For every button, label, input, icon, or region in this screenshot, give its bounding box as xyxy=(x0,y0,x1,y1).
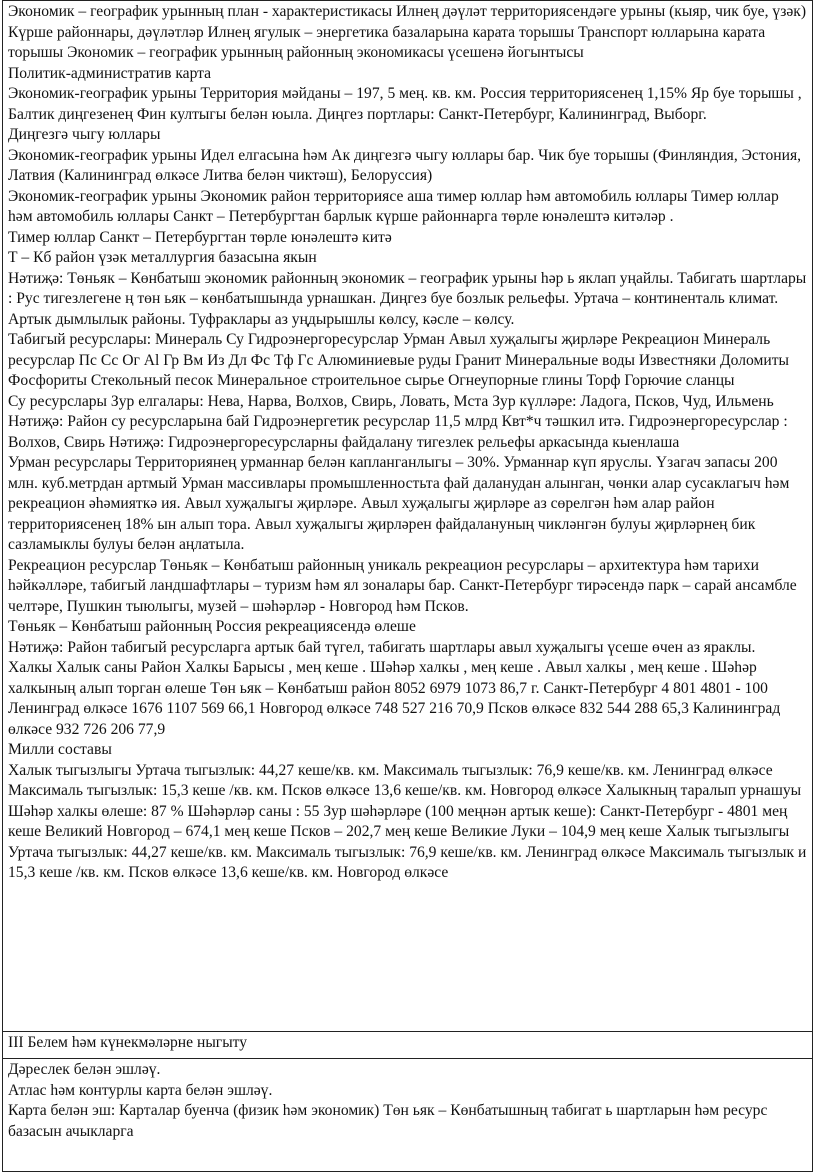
section-heading-cell xyxy=(3,1032,813,1059)
ethnic-composition-line: Милли составы xyxy=(8,741,112,758)
task-textbook: Дәреслек белән эшләү. xyxy=(8,1061,161,1078)
recreation-share-line: Төньяк – Көнбатыш районның Россия рекреациясендә өлеше xyxy=(8,618,416,635)
water-resources-paragraph: Су ресурслары Зур елгалары: Нева, Нарва, Волхов, Свирь, Ловать, Мста Зур күлләре: Ладога, Псков, Чуд, Ильмень Нәтиҗә: Район су ресурсларына бай Гидроэнергетик ресурслар 11,5 млрд Квт*ч тәшкил итә. Гидроэнергоресурслар : Волхов, Свирь Нәтиҗә: Гидроэнергоресурсларны файдалану тигезлек рельефы аркасында кыенлаша xyxy=(8,392,788,451)
section-heading: III Белем һәм күнекмәләрне ныгыту xyxy=(8,1034,248,1051)
lesson-table xyxy=(2,0,813,1172)
resources-conclusion: Нәтиҗә: Район табигый ресурсларга артык бай түгел, табигать шартлары авыл хуҗалыгы үсеше өчен аз яраклы. xyxy=(8,638,756,656)
forest-resources-paragraph: Урман ресурслары Территориянең урманнар белән капланганлыгы – 30%. Урманнар күп яруслы. Үзагач запасы 200 млн. куб.метрдан артмый Урман массивлары промышленностьта фай даланудан алынган, чөнки алар сусаклагыч һәм рекреацион әһәмияткә ия. Авыл хуҗалыгы җирләре. Авыл хуҗалыгы җирләре аз сөрелгән һәм алар район территориясенең 18% ын алып тора. Авыл хуҗалыгы җирләрен файдалануның чикләнгән булуы җирләрнең бик сазламыклы булуы белән аңлатыла. xyxy=(8,454,790,553)
recreation-paragraph: Рекреацион ресурслар Төньяк – Көнбатыш районның уникаль рекреацион ресурслары – архитектура һәм тарихи һәйкәлләре, табигый ландшафтлары – туризм һәм ял зоналары бар. Санкт-Петербург тирәсендә парк – сарай ансамбле челтәре, Пушкин тыюлыгы, музей – шәһәрләр - Новгород һәм Псков. xyxy=(8,556,797,615)
tasks-cell xyxy=(3,1059,813,1172)
task-atlas: Атлас һәм контурлы карта белән эшләү. xyxy=(8,1081,273,1099)
conclusion-paragraph: Нәтиҗә: Төньяк – Көнбатыш экономик районның экономик – географик урыны һәр ь яклап уңайлы. Табигать шартлары : Рус тигезлегене ң төн ьяк – көнбатышында урнашкан. Диңгез буе бозлык рельефы. Уртача – континенталь климат. Артык дымлылык районы. Туфраклары аз уңдырышлы көлсу, кәсле – көлсу. xyxy=(8,269,807,328)
table-row xyxy=(3,1059,813,1172)
table-row xyxy=(3,1,813,1032)
sea-routes-heading: Диңгезгә чыгу юллары xyxy=(8,126,161,143)
metallurgy-line: Т – Кб район үзәк металлургия базасына якын xyxy=(8,249,317,266)
content-cell xyxy=(3,1,813,1032)
intro-paragraph: Экономик – географик урынның план - характеристикасы Илнең дәүләт территориясендәге урыны (кыяр, чик буе, үзәк) Күрше районнары, дәүләтләр Илнең ягулык – энергетика базаларына карата торышы Транспорт юлларына карата торышы Экономик – географик урынның районның экономикасы үсешенә йогынтысы xyxy=(8,3,807,61)
natural-resources-paragraph: Табигый ресурслары: Минераль Су Гидроэнергоресурслар Урман Авыл хуҗалыгы җирләре Рекреацион Минераль ресурслар Пс Сс Ог Al Гр Вм Из Дл Фс Тф Гс Алюминиевые руды Гранит Минеральные воды Известняки Доломиты Фосфориты Стекольный песок Минеральное строительное сырье Огнеупорные глины Торф Горючие сланцы xyxy=(8,331,790,389)
railways-line: Тимер юллар Санкт – Петербургтан төрле юнәлештә китә xyxy=(8,228,392,246)
task-map: Карта белән эш: Карталар буенча (физик һәм экономик) Төн ьяк – Көнбатышның табигат ь шартларын һәм ресурс базасын ачыкларга xyxy=(8,1102,768,1140)
density-paragraph: Халык тыгызлыгы Уртача тыгызлык: 44,27 кеше/кв. км. Максималь тыгызлык: 76,9 кеше/кв. км. Ленинград өлкәсе Максималь тыгызлык: 15,3 кеше /кв. км. Псков өлкәсе 13,6 кеше/кв. км. Новгород өлкәсе Халыкның таралып урнашуы Шәһәр халкы өлеше: 87 % Шәһәрләр саны : 55 Зур шәһәрләре (100 меңнән артык кеше): Санкт-Петербург - 4801 мең кеше Великий Новгород – 674,1 мең кеше Псков – 202,7 мең кеше Великие Луки – 104,9 мең кеше Халык тыгызлыгы Уртача тыгызлык: 44,27 кеше/кв. км. Максималь тыгызлык: 76,9 кеше/кв. км. Ленинград өлкәсе Максималь тыгызлык и 15,3 кеше /кв. км. Псков өлкәсе 13,6 кеше/кв. км. Новгород өлкәсе xyxy=(8,761,807,881)
territory-paragraph: Экономик-географик урыны Территория мәйданы – 197, 5 мең. кв. км. Россия территориясенең 1,15% Яр буе торышы , Балтик диңгезенең Фин култыгы белән юыла. Диңгез портлары: Санкт-Петербург, Калининград, Выборг. xyxy=(8,85,802,123)
table-row xyxy=(3,1032,813,1059)
transport-paragraph: Экономик-географик урыны Экономик район территориясе аша тимер юллар һәм автомобиль юллары Тимер юллар һәм автомобиль юллары Санкт – Петербургтан барлык күрше районнарга төрле юнәлештә китәләр . xyxy=(8,187,779,225)
map-heading: Политик-административ карта xyxy=(8,64,212,82)
population-paragraph: Халкы Халык саны Район Халкы Барысы , мең кеше . Шәһәр халкы , мең кеше . Авыл халкы , мең кеше . Шәһәр халкының алып торган өлеше Төн ьяк – Көнбатыш район 8052 6979 1073 86,7 г. Санкт-Петербург 4 801 4801 - 100 Ленинград өлкәсе 1676 1107 569 66,1 Новгород өлкәсе 748 527 216 70,9 Псков өлкәсе 832 544 288 65,3 Калининград өлкәсе 932 726 206 77,9 xyxy=(8,659,781,738)
borders-paragraph: Экономик-географик урыны Идел елгасына һәм Ак диңгезгә чыгу юллары бар. Чик буе торышы (Финляндия, Эстония, Латвия (Калининград өлкәсе Литва белән чиктәш), Белоруссия) xyxy=(8,146,802,184)
